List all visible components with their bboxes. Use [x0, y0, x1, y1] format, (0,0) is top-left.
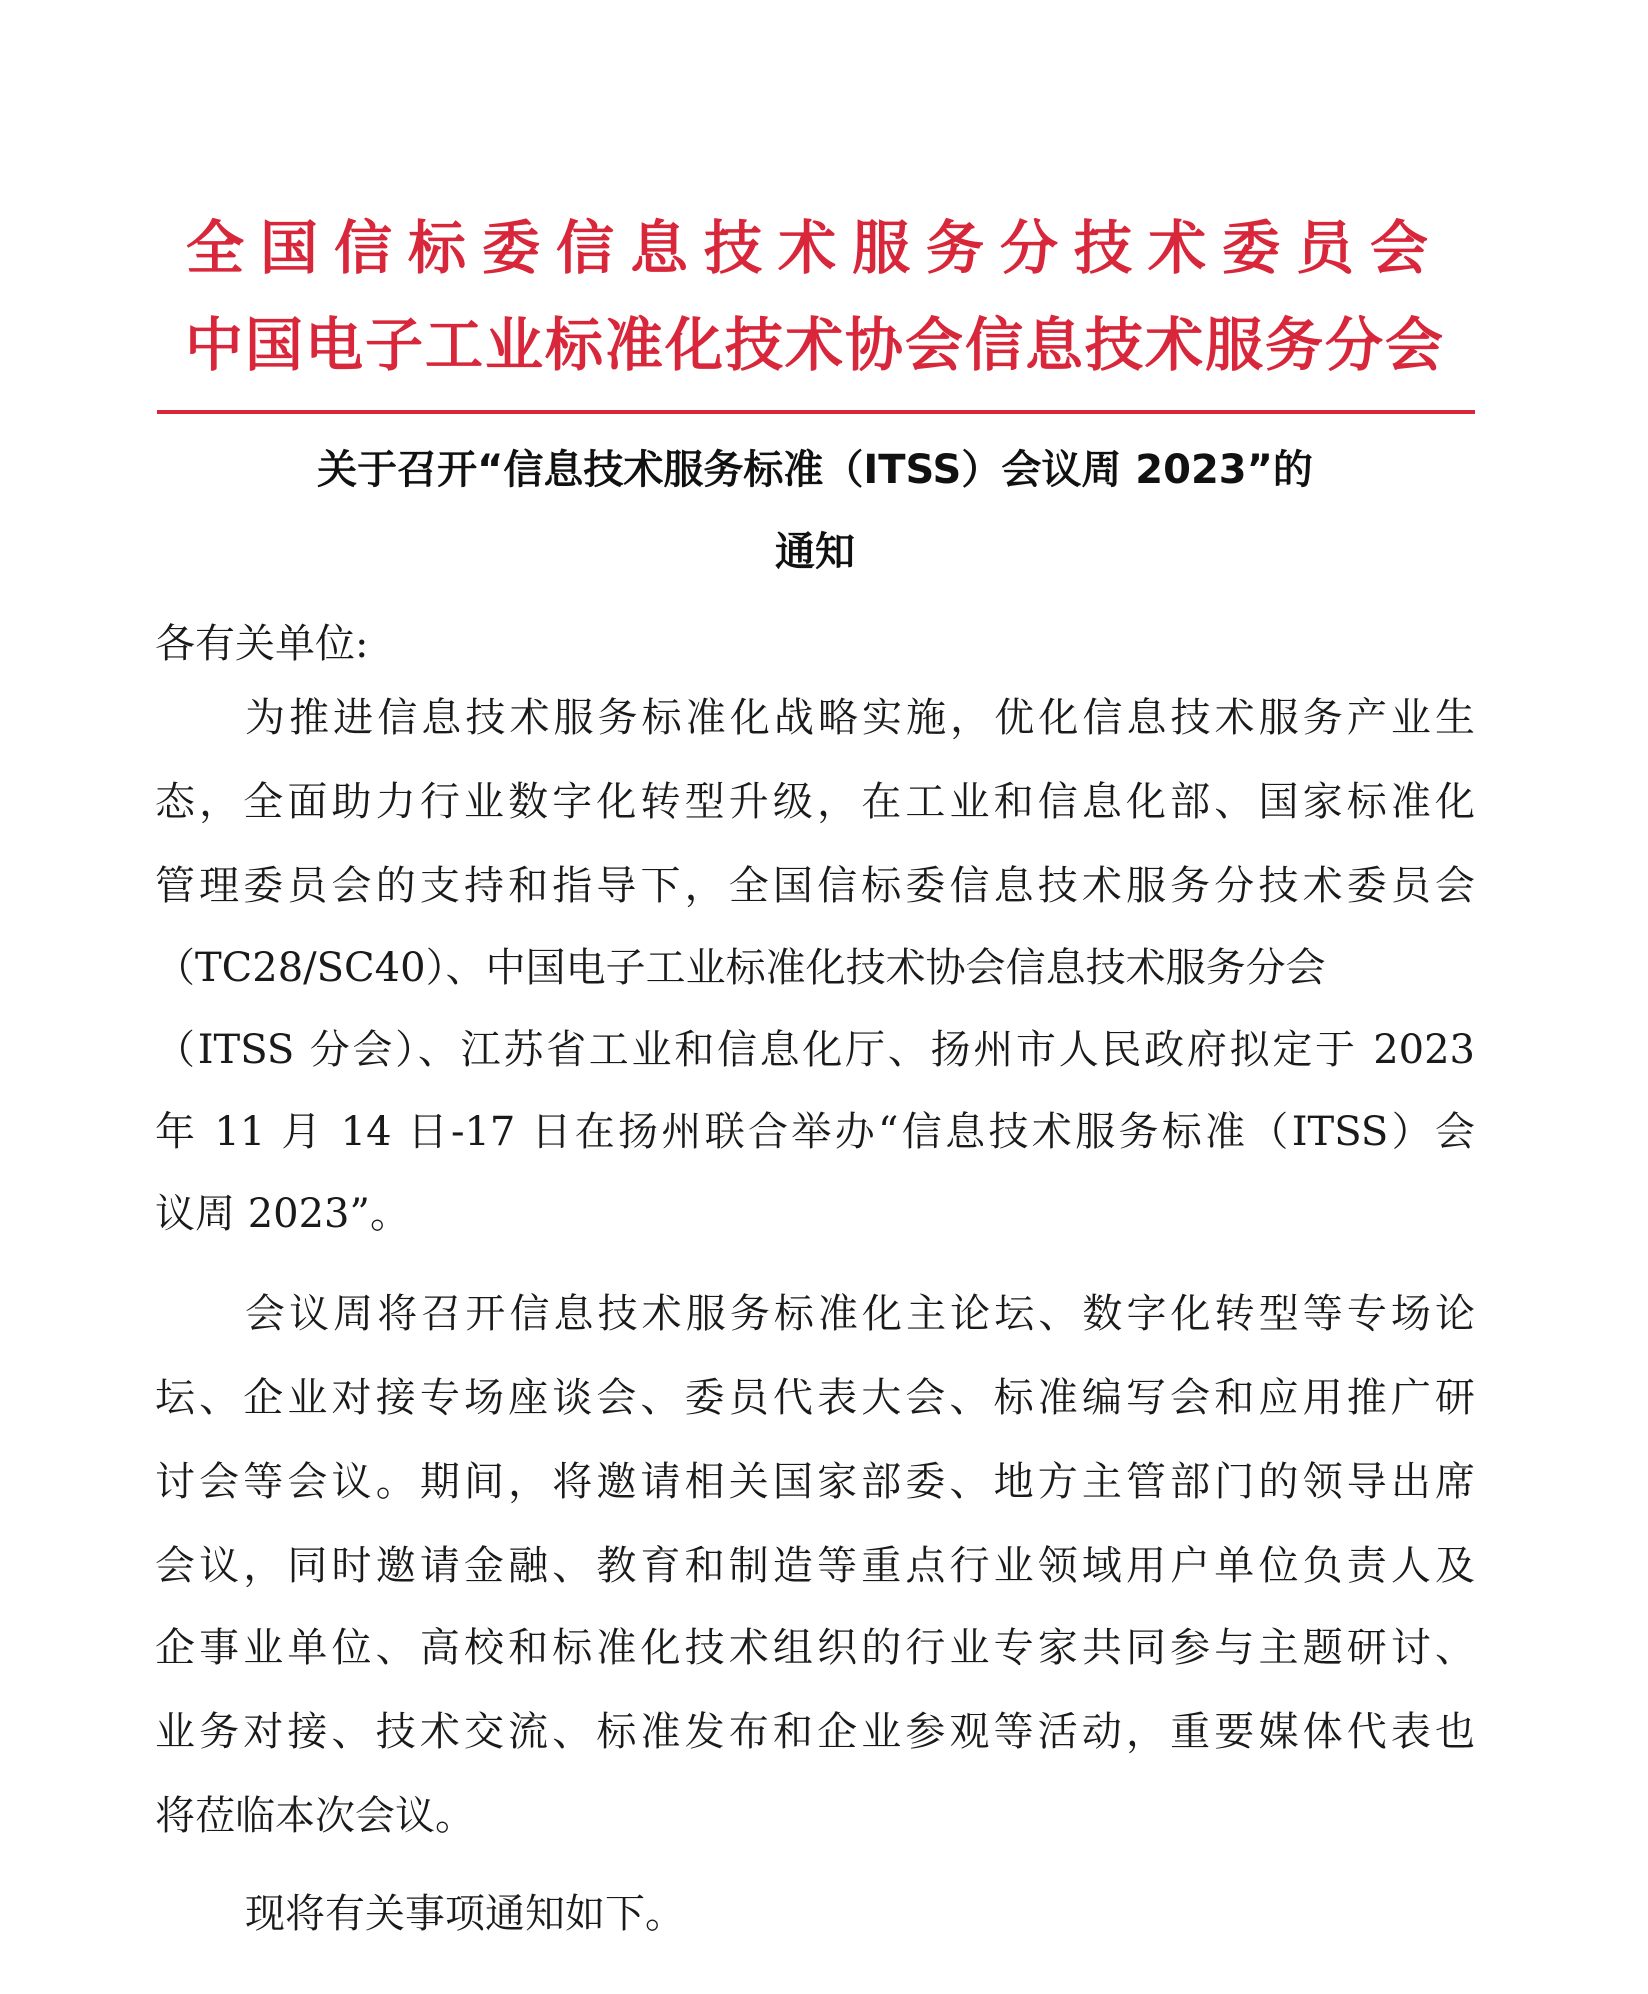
paragraph-2-line: 业务对接、技术交流、标准发布和企业参观等活动，重要媒体代表也 [155, 1709, 1475, 1755]
header-divider [157, 410, 1475, 414]
issuer-association-name: 中国电子工业标准化技术协会信息技术服务分会 [184, 311, 1445, 379]
paragraph-2-line: 会议，同时邀请金融、教育和制造等重点行业领域用户单位负责人及 [155, 1543, 1475, 1589]
paragraph-1-line: 管理委员会的支持和指导下，全国信标委信息技术服务分技术委员会 [155, 863, 1475, 909]
paragraph-1-line: 年 11 月 14 日-17 日在扬州联合举办“信息技术服务标准（ITSS）会 [155, 1109, 1475, 1155]
paragraph-1-line: 为推进信息技术服务标准化战略实施，优化信息技术服务产业生 [245, 695, 1475, 741]
issuer-committee-name: 全国信标委信息技术服务分技术委员会 [185, 214, 1444, 282]
paragraph-1-line: 议周 2023”。 [155, 1191, 410, 1237]
closing-sentence: 现将有关事项通知如下。 [245, 1891, 685, 1937]
salutation: 各有关单位: [155, 621, 369, 667]
paragraph-1-line: 态，全面助力行业数字化转型升级，在工业和信息化部、国家标准化 [155, 779, 1475, 825]
paragraph-2-line: 企事业单位、高校和标准化技术组织的行业专家共同参与主题研讨、 [155, 1625, 1475, 1671]
paragraph-2-line: 将莅临本次会议。 [155, 1793, 475, 1839]
paragraph-1-line: （ITSS 分会）、江苏省工业和信息化厅、扬州市人民政府拟定于 2023 [155, 1027, 1475, 1073]
paragraph-2-line: 讨会等会议。期间，将邀请相关国家部委、地方主管部门的领导出席 [155, 1459, 1475, 1505]
paragraph-2-line: 坛、企业对接专场座谈会、委员代表大会、标准编写会和应用推广研 [155, 1375, 1475, 1421]
paragraph-2-line: 会议周将召开信息技术服务标准化主论坛、数字化转型等专场论 [245, 1291, 1475, 1337]
notice-title-line-1: 关于召开“信息技术服务标准（ITSS）会议周 2023”的 [317, 447, 1313, 493]
paragraph-1-line: （TC28/SC40）、中国电子工业标准化技术协会信息技术服务分会 [155, 945, 1326, 991]
notice-title-line-2: 通知 [775, 529, 855, 575]
